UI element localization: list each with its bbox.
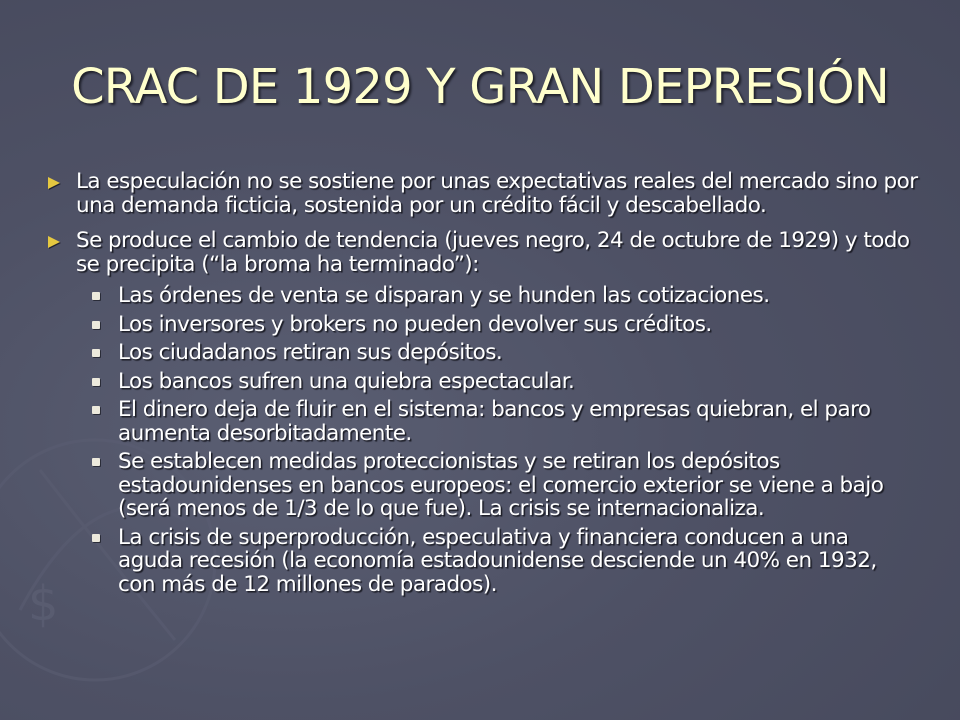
sub-bullet-text: El dinero deja de fluir en el sistema: bancos y empresas quiebran, el paro aumenta desorbitadamente. <box>118 397 871 446</box>
square-bullet-icon <box>92 458 100 466</box>
square-bullet-icon <box>92 349 100 357</box>
slide-title: CRAC DE 1929 Y GRAN DEPRESIÓN <box>71 59 889 115</box>
bullet-text: La especulación no se sostiene por unas expectativas reales del mercado sino por una demanda ficticia, sostenida por un crédito fácil y descabellado. <box>76 169 918 218</box>
sub-bullet-item <box>48 398 918 445</box>
bullet-item <box>48 229 918 276</box>
triangle-arrow-icon <box>48 236 60 248</box>
sub-bullet-text: Se establecen medidas proteccionistas y se retiran los depósitos estadounidenses en bancos europeos: el comercio exterior se viene a bajo (será menos de 1/3 de lo que fue). La crisis se internacionaliza. <box>118 449 884 521</box>
sub-bullet-text: Las órdenes de venta se disparan y se hunden las cotizaciones. <box>118 283 770 308</box>
bullet-text: Se produce el cambio de tendencia (jueves negro, 24 de octubre de 1929) y todo se precipita (“la broma ha terminado”): <box>76 228 910 277</box>
sub-bullet-item <box>48 341 918 365</box>
slide-content <box>48 170 918 601</box>
sub-bullet-item <box>48 313 918 337</box>
sub-bullet-text: Los ciudadanos retiran sus depósitos. <box>118 340 503 365</box>
square-bullet-icon <box>92 292 100 300</box>
square-bullet-icon <box>92 534 100 542</box>
sub-bullet-item <box>48 526 918 597</box>
bullet-item <box>48 170 918 217</box>
sub-bullet-item <box>48 370 918 394</box>
square-bullet-icon <box>92 321 100 329</box>
dollar-sign-icon: $ <box>28 576 59 632</box>
sub-bullet-item <box>48 284 918 308</box>
sub-bullet-text: Los bancos sufren una quiebra espectacular. <box>118 368 575 394</box>
triangle-arrow-icon <box>48 177 60 189</box>
sub-bullet-text: Los inversores y brokers no pueden devolver sus créditos. <box>118 311 712 337</box>
square-bullet-icon <box>92 378 100 386</box>
square-bullet-icon <box>92 406 100 414</box>
sub-bullet-text: La crisis de superproducción, especulativa y financiera conducen a una aguda recesión (la economía estadounidense desciende un 40% en 1932, con más de 12 millones de parados). <box>118 524 877 597</box>
sub-bullet-item <box>48 450 918 521</box>
